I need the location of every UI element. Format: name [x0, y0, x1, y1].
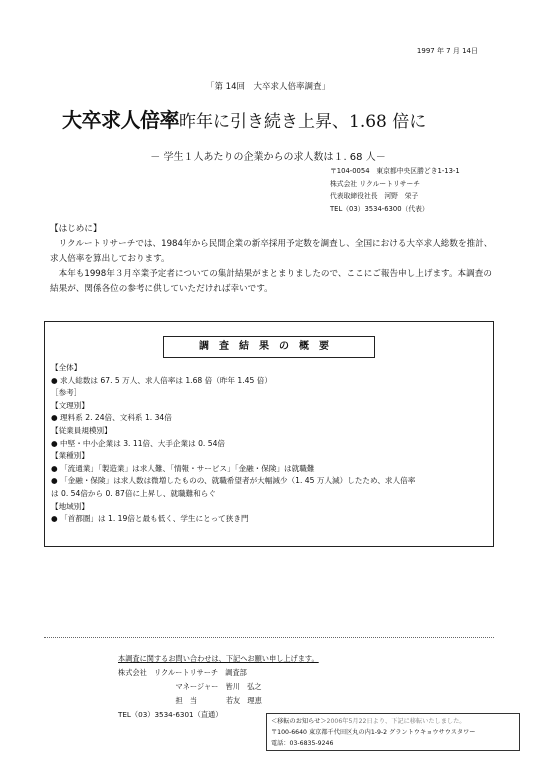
summary-line: ● 求人総数は 67. 5 万人、求人倍率は 1.68 倍（昨年 1.45 倍）	[51, 375, 272, 385]
summary-line: ● 中堅・中小企業は 3. 11倍、大手企業は 0. 54倍	[51, 438, 226, 448]
summary-line: ● 「金融・保険」は求人数は微増したものの、就職希望者が大幅減少（1. 45 万人減）したため、求人倍率	[51, 476, 416, 486]
summary-line: ● 「首都圏」は 1. 19倍と最も低く、学生にとって狭き門	[51, 514, 249, 524]
headline-bold: 大卒求人倍率	[62, 108, 179, 132]
introduction	[50, 222, 496, 297]
headline-rest: 昨年に引き続き上昇、1.68 倍に	[179, 112, 427, 132]
notice-head: ＜移転のお知らせ＞	[271, 718, 327, 725]
summary-line: は 0. 54倍から 0. 87倍に上昇し、就職難和らぐ	[51, 488, 216, 498]
summary-line: 【従業員規模別】	[51, 425, 112, 435]
summary-line: 【全体】	[51, 363, 82, 372]
notice-tel: 電話：03-6835-9246	[271, 740, 334, 747]
company-address	[330, 165, 460, 215]
release-date: 1997 年 7 月 14日	[416, 47, 478, 55]
notice-address: 〒100-6640 東京都千代田区丸の内1-9-2 グラントウキョウサウスタワー	[271, 729, 476, 736]
summary-line: 【地域別】	[51, 501, 89, 511]
contact-line: TEL（03）3534-6301（直通）	[118, 710, 223, 719]
relocation-notice	[266, 713, 520, 751]
contact-info	[118, 652, 319, 722]
contact-line: マネージャー 皆川 弘之	[118, 682, 262, 691]
summary-line: ● 理料系 2. 24倍、文科系 1. 34倍	[51, 413, 172, 423]
address-line: 株式会社 リクルートリサーチ	[330, 179, 421, 188]
address-line: 〒104-0054 東京都中央区勝どき1-13-1	[330, 167, 460, 175]
contact-line: 担 当 若友 理恵	[118, 696, 262, 705]
summary-title: 調査結果の概要	[163, 336, 375, 358]
notice-head-note: 2006年5月22日より、下記に移転いたしました。	[326, 718, 466, 725]
contact-line: 株式会社 リクルートリサーチ 調査部	[118, 668, 247, 677]
subtitle: － 学生１人あたりの企業からの求人数は１. 68 人－	[150, 152, 386, 163]
notice-header	[271, 716, 515, 727]
summary-box	[44, 321, 494, 547]
address-line: TEL（03）3534-6300（代表）	[330, 204, 429, 213]
address-line: 代表取締役社長 河野 栄子	[330, 192, 419, 200]
divider	[44, 637, 494, 638]
summary-line: ［参考］	[51, 388, 82, 398]
intro-paragraph: リクルートリサーチでは、1984年から民間企業の新卒採用予定数を調査し、全国における大卒求人総数を推計、求人倍率を算出しております。	[50, 239, 493, 264]
summary-line: 【業種別】	[51, 451, 89, 461]
summary-list	[51, 362, 491, 526]
headline	[62, 104, 426, 133]
summary-line: ● 「流通業」「製造業」は求人難、「情報・サービス」「金融・保険」は就職難	[51, 463, 315, 473]
series-title: 「第 14回 大卒求人倍率調査」	[205, 82, 331, 92]
contact-heading: 本調査に関するお問い合わせは、下記へお願い申し上げます。	[118, 654, 319, 663]
intro-heading: 【はじめに】	[50, 224, 102, 234]
summary-line: 【文理別】	[51, 400, 89, 410]
intro-paragraph: 本年も1998年３月卒業予定者についての集計結果がまとまりましたので、ここにご報告申し上げます。本調査の結果が、関係各位の参考に供していただければ幸いです。	[50, 269, 492, 294]
